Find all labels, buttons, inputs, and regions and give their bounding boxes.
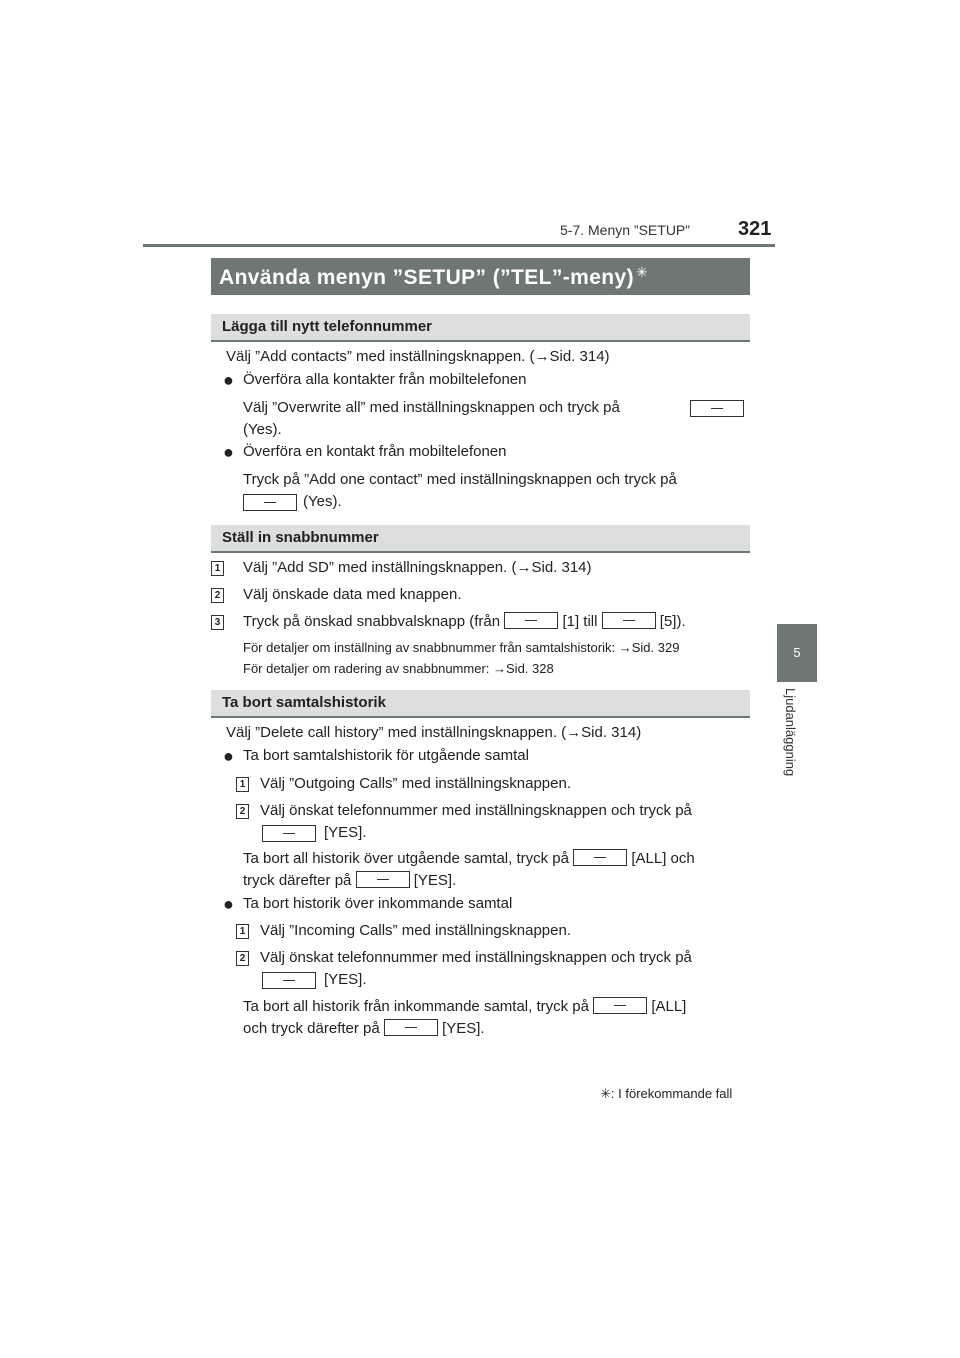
page-heading bbox=[211, 258, 750, 295]
step-1-icon: 1 bbox=[236, 777, 249, 792]
arrow-icon: → bbox=[493, 661, 507, 676]
softkey-button-icon bbox=[262, 972, 316, 989]
add-bullet-1-title: Överföra alla kontakter från mobiltelefonen bbox=[243, 371, 527, 388]
softkey-button-icon bbox=[593, 997, 647, 1014]
arrow-icon: → bbox=[534, 348, 550, 365]
softkey-button-icon bbox=[573, 849, 627, 866]
step-2-icon: 2 bbox=[236, 804, 249, 819]
bullet-icon: ● bbox=[223, 746, 234, 766]
page-number: 321 bbox=[738, 218, 772, 240]
softkey-button-icon bbox=[602, 612, 656, 629]
bullet-icon: ● bbox=[223, 370, 234, 390]
delete-outgoing-step-1: Välj ”Outgoing Calls” med inställningsknappen. bbox=[260, 775, 572, 792]
softkey-button-icon bbox=[356, 871, 410, 888]
step-3-icon: 3 bbox=[211, 615, 224, 630]
delete-incoming-step-2: Välj önskat telefonnummer med inställningsknappen och tryck på bbox=[260, 949, 692, 966]
speed-note-2: För detaljer om radering av snabbnummer: →Sid. 328 bbox=[243, 661, 554, 676]
delete-outgoing-step-2b: [YES]. bbox=[324, 824, 367, 841]
speed-step-3: Tryck på önskad snabbvalsknapp (från [1] till [5]). bbox=[243, 613, 686, 630]
delete-incoming-step-2b: [YES]. bbox=[324, 971, 367, 988]
add-bullet-2-title: Överföra en kontakt från mobiltelefonen bbox=[243, 443, 507, 460]
chapter-tab: 5 bbox=[777, 624, 817, 682]
step-1-icon: 1 bbox=[236, 924, 249, 939]
softkey-button-icon bbox=[504, 612, 558, 629]
delete-outgoing-all-2: tryck därefter på [YES]. bbox=[243, 872, 457, 889]
header-rule bbox=[143, 244, 775, 247]
chapter-label: Ljudanläggning bbox=[783, 688, 798, 777]
softkey-button-icon bbox=[243, 494, 297, 511]
asterisk-icon: ✳ bbox=[636, 264, 649, 280]
delete-incoming-all-2: och tryck därefter på [YES]. bbox=[243, 1020, 485, 1037]
delete-outgoing-title: Ta bort samtalshistorik för utgående samtal bbox=[243, 747, 529, 764]
delete-incoming-step-1: Välj ”Incoming Calls” med inställningsknappen. bbox=[260, 922, 571, 939]
arrow-icon: → bbox=[566, 724, 582, 741]
speed-step-2: Välj önskade data med knappen. bbox=[243, 586, 462, 603]
step-2-icon: 2 bbox=[236, 951, 249, 966]
heading-text: Använda menyn ”SETUP” (”TEL”-meny) bbox=[219, 266, 634, 289]
step-2-icon: 2 bbox=[211, 588, 224, 603]
add-bullet-1-text-2: (Yes). bbox=[243, 421, 282, 438]
footnote: ✳: I förekommande fall bbox=[600, 1086, 733, 1101]
asterisk-icon: ✳ bbox=[600, 1086, 611, 1101]
delete-outgoing-all-1: Ta bort all historik över utgående samtal, tryck på [ALL] och bbox=[243, 850, 695, 867]
bullet-icon: ● bbox=[223, 442, 234, 462]
add-bullet-2-text-2: (Yes). bbox=[303, 493, 342, 510]
bullet-icon: ● bbox=[223, 894, 234, 914]
subheading-speed: Ställ in snabbnummer bbox=[211, 525, 750, 553]
arrow-icon: → bbox=[516, 559, 532, 576]
delete-intro: Välj ”Delete call history” med inställningsknappen. (→Sid. 314) bbox=[226, 724, 642, 741]
speed-note-1: För detaljer om inställning av snabbnummer från samtalshistorik: →Sid. 329 bbox=[243, 640, 680, 655]
delete-incoming-title: Ta bort historik över inkommande samtal bbox=[243, 895, 513, 912]
add-bullet-2-text: Tryck på ”Add one contact” med inställningsknappen och tryck på bbox=[243, 471, 677, 488]
add-bullet-1-text: Välj ”Overwrite all” med inställningsknappen och tryck på bbox=[243, 399, 620, 416]
add-intro: Välj ”Add contacts” med inställningsknappen. (→Sid. 314) bbox=[226, 348, 610, 365]
delete-outgoing-step-2: Välj önskat telefonnummer med inställningsknappen och tryck på bbox=[260, 802, 692, 819]
delete-incoming-all-1: Ta bort all historik från inkommande samtal, tryck på [ALL] bbox=[243, 998, 687, 1015]
subheading-add: Lägga till nytt telefonnummer bbox=[211, 314, 750, 342]
section-title: 5-7. Menyn ”SETUP” bbox=[560, 222, 690, 238]
arrow-icon: → bbox=[618, 640, 632, 655]
softkey-button-icon bbox=[384, 1019, 438, 1036]
step-1-icon: 1 bbox=[211, 561, 224, 576]
subheading-delete: Ta bort samtalshistorik bbox=[211, 690, 750, 718]
softkey-button-icon bbox=[262, 825, 316, 842]
softkey-button-icon bbox=[690, 400, 744, 417]
speed-step-1: Välj ”Add SD” med inställningsknappen. (→Sid. 314) bbox=[243, 559, 592, 576]
